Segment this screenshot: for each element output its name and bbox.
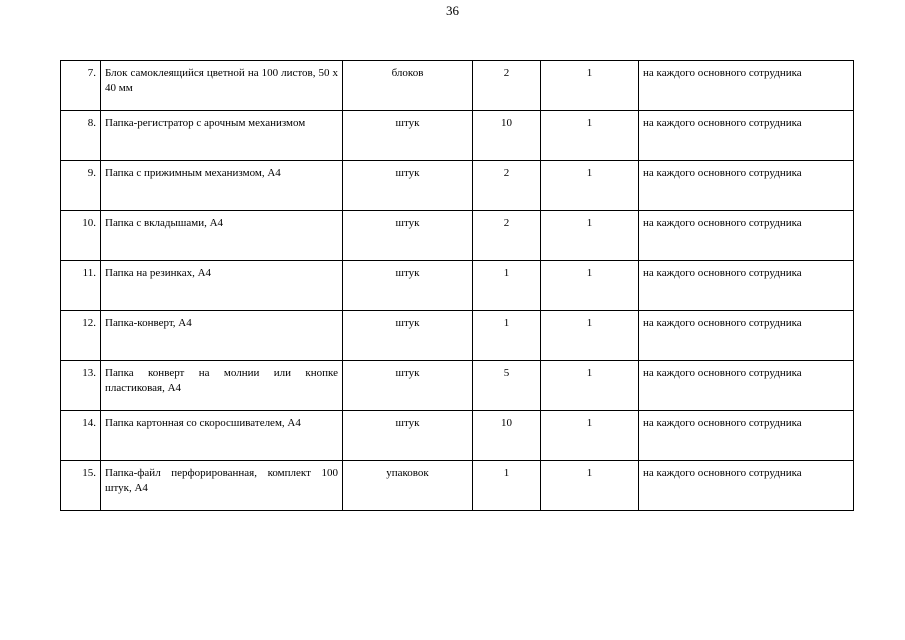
item-name: Папка с вкладышами, А4 xyxy=(101,211,343,261)
row-number: 12. xyxy=(61,311,101,361)
item-service-life: 1 xyxy=(541,111,639,161)
item-note: на каждого основного сотрудника xyxy=(639,111,854,161)
row-number: 14. xyxy=(61,411,101,461)
table-row xyxy=(61,261,854,311)
table-row xyxy=(61,311,854,361)
item-unit: штук xyxy=(343,411,473,461)
item-quantity: 10 xyxy=(473,111,541,161)
item-unit: штук xyxy=(343,311,473,361)
table-row xyxy=(61,211,854,261)
item-quantity: 2 xyxy=(473,61,541,111)
row-number: 11. xyxy=(61,261,101,311)
row-number: 7. xyxy=(61,61,101,111)
supplies-table xyxy=(60,60,854,511)
table-row xyxy=(61,111,854,161)
item-unit: упаковок xyxy=(343,461,473,511)
row-number: 10. xyxy=(61,211,101,261)
item-service-life: 1 xyxy=(541,161,639,211)
row-number: 15. xyxy=(61,461,101,511)
item-name: Папка-конверт, А4 xyxy=(101,311,343,361)
item-unit: штук xyxy=(343,211,473,261)
item-service-life: 1 xyxy=(541,261,639,311)
row-number: 8. xyxy=(61,111,101,161)
item-unit: штук xyxy=(343,111,473,161)
table-row xyxy=(61,161,854,211)
item-quantity: 5 xyxy=(473,361,541,411)
item-quantity: 1 xyxy=(473,261,541,311)
item-service-life: 1 xyxy=(541,211,639,261)
item-unit: штук xyxy=(343,361,473,411)
item-quantity: 1 xyxy=(473,461,541,511)
item-name: Папка конверт на молнии или кнопке пластиковая, А4 xyxy=(101,361,343,411)
item-note: на каждого основного сотрудника xyxy=(639,311,854,361)
item-note: на каждого основного сотрудника xyxy=(639,361,854,411)
item-service-life: 1 xyxy=(541,311,639,361)
item-unit: штук xyxy=(343,161,473,211)
item-note: на каждого основного сотрудника xyxy=(639,161,854,211)
table-row xyxy=(61,361,854,411)
item-service-life: 1 xyxy=(541,461,639,511)
item-name: Папка-регистратор с арочным механизмом xyxy=(101,111,343,161)
item-note: на каждого основного сотрудника xyxy=(639,411,854,461)
item-unit: штук xyxy=(343,261,473,311)
row-number: 9. xyxy=(61,161,101,211)
table-row xyxy=(61,61,854,111)
item-quantity: 2 xyxy=(473,161,541,211)
item-service-life: 1 xyxy=(541,361,639,411)
item-name: Папка на резинках, А4 xyxy=(101,261,343,311)
item-name: Папка с прижимным механизмом, А4 xyxy=(101,161,343,211)
item-name: Папка картонная со скоросшивателем, А4 xyxy=(101,411,343,461)
item-note: на каждого основного сотрудника xyxy=(639,61,854,111)
page-number: 36 xyxy=(446,3,459,18)
item-service-life: 1 xyxy=(541,61,639,111)
item-service-life: 1 xyxy=(541,411,639,461)
item-note: на каждого основного сотрудника xyxy=(639,261,854,311)
item-note: на каждого основного сотрудника xyxy=(639,461,854,511)
item-quantity: 10 xyxy=(473,411,541,461)
item-quantity: 2 xyxy=(473,211,541,261)
item-name: Блок самоклеящийся цветной на 100 листов, 50 х 40 мм xyxy=(101,61,343,111)
item-note: на каждого основного сотрудника xyxy=(639,211,854,261)
item-name: Папка-файл перфорированная, комплект 100 штук, А4 xyxy=(101,461,343,511)
item-quantity: 1 xyxy=(473,311,541,361)
table-row xyxy=(61,461,854,511)
row-number: 13. xyxy=(61,361,101,411)
table-row xyxy=(61,411,854,461)
item-unit: блоков xyxy=(343,61,473,111)
